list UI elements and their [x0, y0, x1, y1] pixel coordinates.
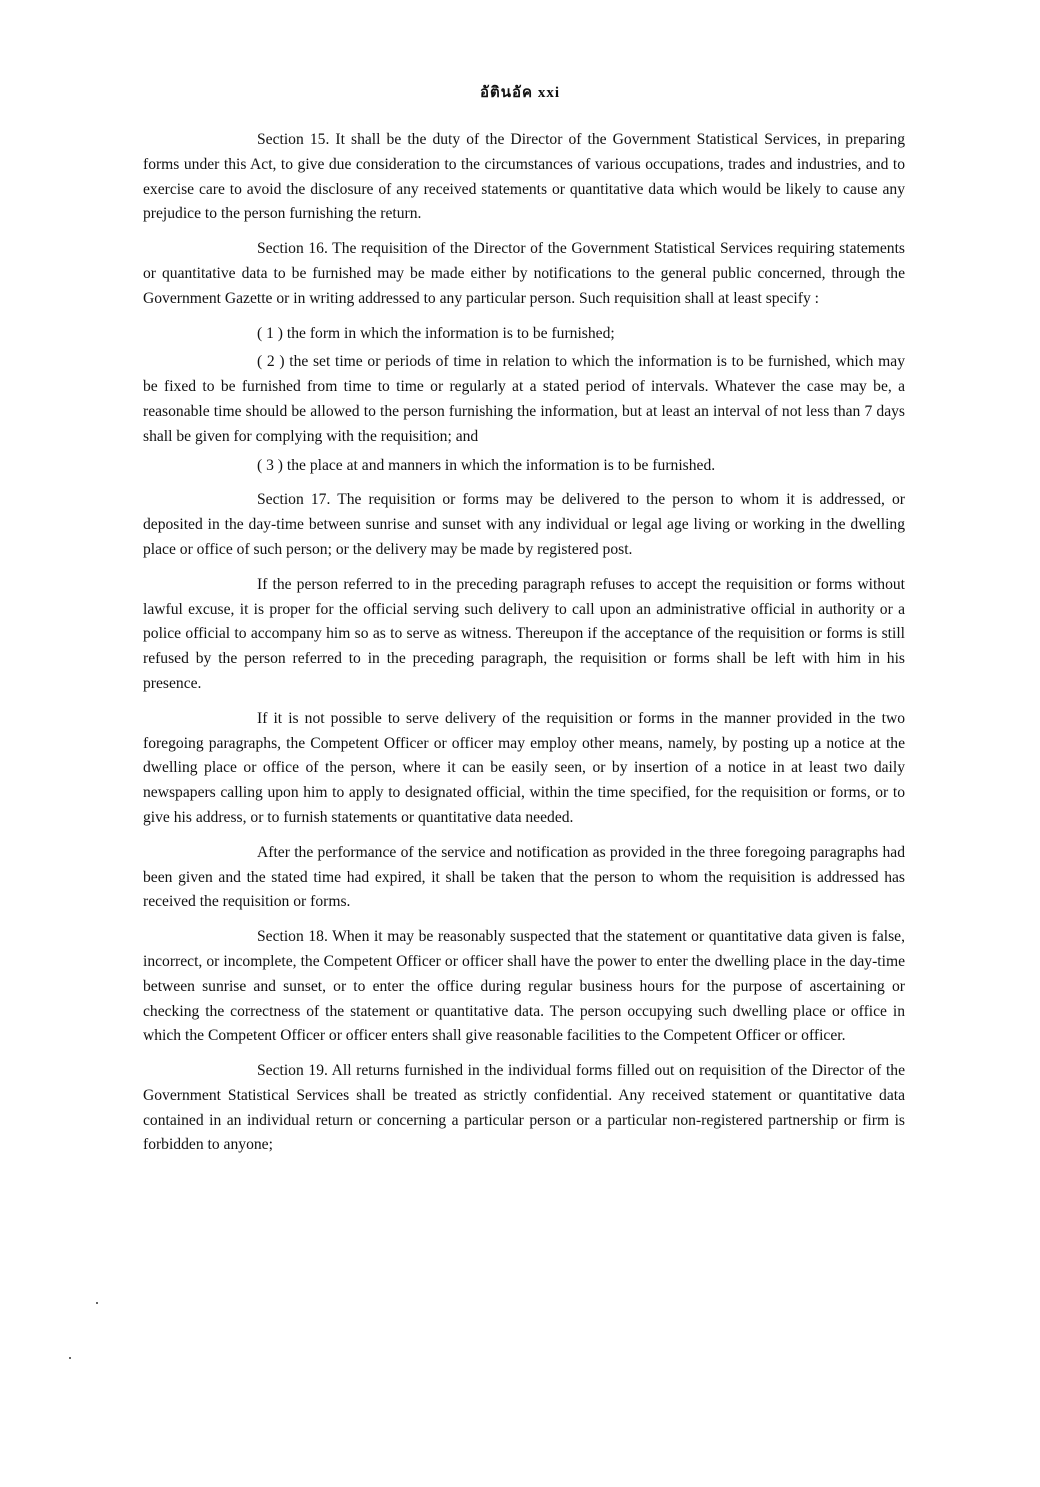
section-16-item-1: ( 1 ) the form in which the information is to be furnished; [257, 324, 615, 342]
document-body [143, 128, 905, 1168]
section-17-deemed-receipt-paragraph: After the performance of the service and notification as provided in the three foregoing paragraphs had been given and the stated time had expired, it shall be taken that the person to whom the requisition is addressed has received the requisition or forms. [143, 843, 905, 911]
section-17-paragraph: Section 17. The requisition or forms may be delivered to the person to whom it is addressed, or deposited in the day-time between sunrise and sunset with any individual or legal age living or working in the dwelling place or office of such person; or the delivery may be made by registered post. [143, 491, 905, 558]
scan-speck [69, 1357, 71, 1359]
scan-speck [96, 1302, 98, 1304]
section-19-paragraph: Section 19. All returns furnished in the individual forms filled out on requisition of the Director of the Government Statistical Services shall be treated as strictly confidential. Any received statement or quantitative data contained in an individual return or concerning a particular person or a particular non-registered partnership or firm is forbidden to anyone; [143, 1062, 905, 1154]
section-16-item-2: ( 2 ) the set time or periods of time in relation to which the information is to be furnished, which may be fixed to be furnished from time to time or regularly at a stated period of intervals. Whatever the case may be, a reasonable time should be allowed to the person furnishing the information, but at least an interval of not less than 7 days shall be given for complying with the requisition; and [143, 353, 905, 445]
page-header: อัตินอัค xxi [480, 85, 560, 101]
section-16-paragraph: Section 16. The requisition of the Director of the Government Statistical Services requiring statements or quantitative data to be furnished may be made either by notifications to the general public concerned, through the Government Gazette or in writing addressed to any particular person. Such requisition shall at least specify : [143, 240, 905, 307]
section-17-refusal-paragraph: If the person referred to in the preceding paragraph refuses to accept the requisition or forms without lawful excuse, it is proper for the official serving such delivery to call upon an administrative official in authority or a police official to accompany him so as to serve as witness. Thereupon if the acceptance of the requisition or forms is still refused by the person referred to in the preceding paragraph, the requisition or forms shall be left with him in his presence. [143, 575, 905, 692]
section-18-paragraph: Section 18. When it may be reasonably suspected that the statement or quantitative data given is false, incorrect, or incomplete, the Competent Officer or officer shall have the power to enter the dwelling place in the day-time between sunrise and sunset, or to enter the office during regular business hours for the purpose of ascertaining or checking the correctness of the statement or quantitative data. The person occupying such dwelling place or office in which the Competent Officer or officer enters shall give reasonable facilities to the Competent Officer or officer. [143, 928, 905, 1045]
section-16-item-3: ( 3 ) the place at and manners in which the information is to be furnished. [257, 456, 716, 474]
section-15-paragraph: Section 15. It shall be the duty of the Director of the Government Statistical Services, in preparing forms under this Act, to give due consideration to the circumstances of various occupations, trades and industries, and to exercise care to avoid the disclosure of any received statements or quantitative data which would be likely to cause any prejudice to the person furnishing the return. [143, 131, 905, 223]
section-17-alternative-paragraph: If it is not possible to serve delivery of the requisition or forms in the manner provided in the two foregoing paragraphs, the Competent Officer or officer may employ other means, namely, by posting up a notice at the dwelling place or office of the person, where it can be easily seen, or by insertion of a notice in at least two daily newspapers calling upon him to apply to designated official, within the time specified, for the requisition or forms, or to give his address, or to furnish statements or quantitative data needed. [143, 709, 905, 826]
